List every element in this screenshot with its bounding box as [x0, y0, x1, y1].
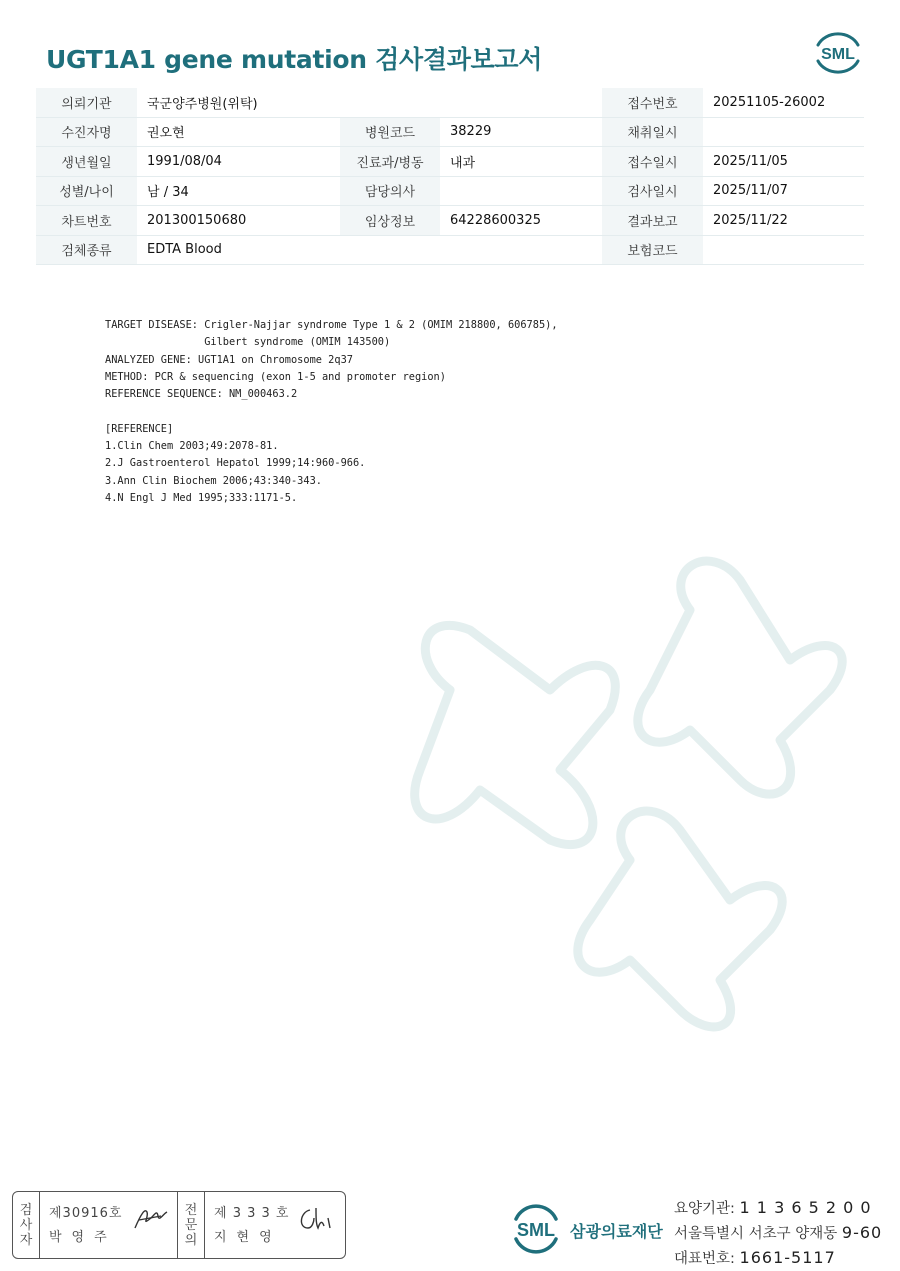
footer-logo-text: SML [517, 1220, 555, 1240]
logo-text: SML [821, 46, 855, 63]
table-row [36, 176, 864, 206]
method-line: METHOD: PCR & sequencing (exon 1-5 and promoter region) [105, 370, 446, 383]
label-cell: 병원코드 [340, 117, 440, 147]
institution-code-label: 요양기관: [674, 1201, 735, 1217]
value-cell [703, 235, 864, 265]
value-cell: 2025/11/22 [703, 206, 864, 236]
value-cell: 국군양주병원(위탁) [137, 88, 602, 117]
target-disease-line-2: Gilbert syndrome (OMIM 143500) [105, 336, 391, 349]
sml-logo-icon [812, 30, 864, 76]
sml-footer-logo-icon [510, 1199, 562, 1257]
value-cell: 201300150680 [137, 206, 340, 236]
examiner-label-text: 검 사 자 [19, 1202, 33, 1248]
table-row [36, 88, 864, 117]
table-row [36, 206, 864, 236]
organization-name: 삼광의료재단 [570, 1222, 663, 1241]
label-cell: 담당의사 [340, 176, 440, 206]
value-cell: 1991/08/04 [137, 147, 340, 177]
footer-info [674, 1196, 882, 1271]
value-cell: 2025/11/05 [703, 147, 864, 177]
examiner-label [13, 1192, 40, 1258]
signature-scribble-icon [296, 1204, 336, 1234]
phone [674, 1246, 882, 1271]
value-cell: 권오현 [137, 117, 340, 147]
specialist-label-text: 전 문 의 [184, 1202, 198, 1248]
value-cell [703, 117, 864, 147]
target-disease-line: TARGET DISEASE: Crigler-Najjar syndrome Type 1 & 2 (OMIM 218800, 606785), [105, 319, 558, 331]
value-cell: 남 / 34 [137, 176, 340, 206]
reference-header: [REFERENCE] [105, 422, 174, 435]
label-cell: 성별/나이 [36, 176, 137, 206]
institution-code [674, 1196, 882, 1221]
label-cell: 결과보고 [602, 206, 703, 236]
value-cell: 20251105-26002 [703, 88, 864, 117]
value-cell: 38229 [440, 117, 602, 147]
label-cell: 차트번호 [36, 206, 137, 236]
reference-item: 4.N Engl J Med 1995;333:1171-5. [105, 491, 298, 504]
signature-box [12, 1191, 346, 1259]
specialist-label [178, 1192, 205, 1258]
table-row [36, 235, 864, 265]
examiner-license-no: 제30916호 [49, 1206, 123, 1221]
signature-scribble-icon [131, 1204, 171, 1234]
institution-code-value: 1 1 3 6 5 2 0 0 [739, 1198, 872, 1217]
report-title: UGT1A1 gene mutation 검사결과보고서 [46, 45, 543, 74]
specialist-signature [205, 1192, 342, 1258]
label-cell: 진료과/병동 [340, 147, 440, 177]
reference-item: 2.J Gastroenterol Hepatol 1999;14:960-966. [105, 457, 366, 470]
value-cell: 내과 [440, 147, 602, 177]
label-cell: 임상정보 [340, 206, 440, 236]
value-cell: 64228600325 [440, 206, 602, 236]
label-cell: 생년월일 [36, 147, 137, 177]
reference-item: 3.Ann Clin Biochem 2006;43:340-343. [105, 474, 322, 487]
label-cell: 수진자명 [36, 117, 137, 147]
report-body [105, 317, 558, 507]
specialist-license-no: 제 3 3 3 호 [214, 1206, 290, 1221]
phone-label: 대표번호: [674, 1251, 735, 1267]
table-row [36, 147, 864, 177]
reference-sequence-line: REFERENCE SEQUENCE: NM_000463.2 [105, 388, 298, 401]
address-number: 9-60 [841, 1223, 883, 1242]
label-cell: 채취일시 [602, 117, 703, 147]
examiner-name: 박영주 [49, 1230, 117, 1245]
value-cell [440, 176, 602, 206]
cross-watermark-icon [360, 540, 880, 1040]
address-text: 서울특별시 서초구 양재동 [674, 1226, 838, 1242]
specialist-name: 지현영 [214, 1230, 282, 1245]
table-row [36, 117, 864, 147]
phone-value: 1661-5117 [739, 1248, 836, 1267]
label-cell: 검사일시 [602, 176, 703, 206]
label-cell: 의뢰기관 [36, 88, 137, 117]
analyzed-gene-line: ANALYZED GENE: UGT1A1 on Chromosome 2q37 [105, 353, 353, 366]
address [674, 1221, 882, 1246]
patient-info-table [36, 88, 864, 265]
reference-item: 1.Clin Chem 2003;49:2078-81. [105, 440, 279, 453]
label-cell: 검체종류 [36, 235, 137, 265]
label-cell: 보험코드 [602, 235, 703, 265]
label-cell: 접수일시 [602, 147, 703, 177]
value-cell: EDTA Blood [137, 235, 602, 265]
value-cell: 2025/11/07 [703, 176, 864, 206]
examiner-signature [40, 1192, 178, 1258]
label-cell: 접수번호 [602, 88, 703, 117]
